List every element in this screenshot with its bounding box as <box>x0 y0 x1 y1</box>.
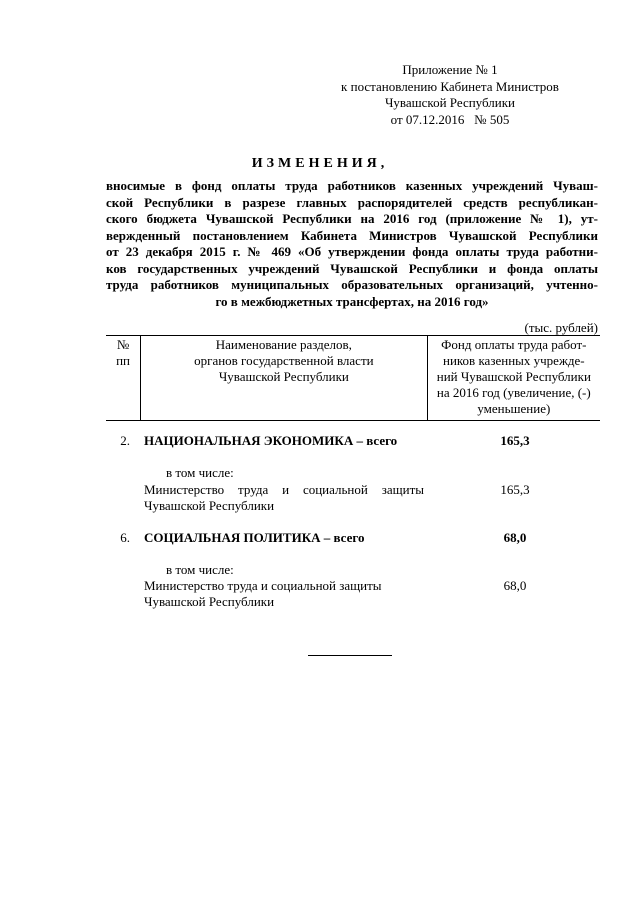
header-text: Фонд оплаты труда работ- <box>441 337 587 352</box>
header-text: ний Чувашской Республики <box>436 369 591 384</box>
org-name-line: Министерство труда и социальной защиты <box>144 482 424 497</box>
appendix-line: Чувашской Республики <box>384 95 516 110</box>
org-name <box>144 578 424 610</box>
document-subtitle <box>106 178 598 310</box>
subtitle-line: труда работников муниципальных образовательных организаций, учтенно- <box>106 277 598 292</box>
org-value: 165,3 <box>500 482 530 497</box>
org-value: 68,0 <box>503 578 527 593</box>
org-name-line: Министерство труда и социальной защиты <box>144 578 382 593</box>
header-text: уменьшение) <box>477 401 551 416</box>
subtitle-line: ской Республики в разрезе главных распорядителей средств республикан- <box>106 194 598 210</box>
subtitle-line: ского бюджета Чувашской Республики на 2016 год (приложение № 1), ут- <box>106 211 598 226</box>
including-label: в том числе: <box>166 465 234 480</box>
table-header <box>106 335 600 421</box>
including-label: в том числе: <box>166 562 234 577</box>
header-text: Чувашской Республики <box>218 369 349 384</box>
document-title: ИЗМЕНЕНИЯ, <box>251 156 389 171</box>
section-name: НАЦИОНАЛЬНАЯ ЭКОНОМИКА – всего <box>144 433 398 448</box>
subtitle-line: вносимые в фонд оплаты труда работников казенных учреждений Чуваш- <box>106 178 598 193</box>
subtitle-line: го в межбюджетных трансфертах, на 2016 год» <box>215 293 489 309</box>
appendix-line: к постановлению Кабинета Министров <box>341 78 559 94</box>
org-name-line: Чувашской Республики <box>144 594 275 609</box>
header-text: на 2016 год (увеличение, (-) <box>436 385 591 400</box>
end-separator-line <box>308 655 392 656</box>
subtitle-line: ков государственных учреждений Чувашской Республики и фонда оплаты <box>106 260 598 276</box>
header-text: Наименование разделов, <box>215 337 352 352</box>
appendix-block <box>300 62 600 128</box>
section-name: СОЦИАЛЬНАЯ ПОЛИТИКА – всего <box>144 530 365 545</box>
section-number: 2. <box>120 433 130 448</box>
units-label: (тыс. рублей) <box>524 320 598 335</box>
header-text: ников казенных учрежде- <box>442 353 585 368</box>
header-text: № <box>116 337 130 352</box>
subtitle-line: от 23 декабря 2015 г. № 469 «Об утверждении фонда оплаты труда работни- <box>106 244 598 259</box>
header-name-column <box>141 336 428 421</box>
org-name <box>144 482 424 514</box>
appendix-line: Приложение № 1 <box>402 62 498 77</box>
subtitle-line: вержденный постановлением Кабинета Министров Чувашской Республики <box>106 227 598 243</box>
section-number: 6. <box>120 530 130 545</box>
header-text: пп <box>116 353 130 368</box>
header-text: органов государственной власти <box>194 353 374 368</box>
section-total: 165,3 <box>500 433 530 448</box>
header-number-column <box>106 336 141 421</box>
org-name-line: Чувашской Республики <box>144 498 275 513</box>
section-total: 68,0 <box>503 530 527 545</box>
header-fund-column <box>427 336 600 421</box>
appendix-date: от 07.12.2016 № 505 <box>390 111 510 127</box>
